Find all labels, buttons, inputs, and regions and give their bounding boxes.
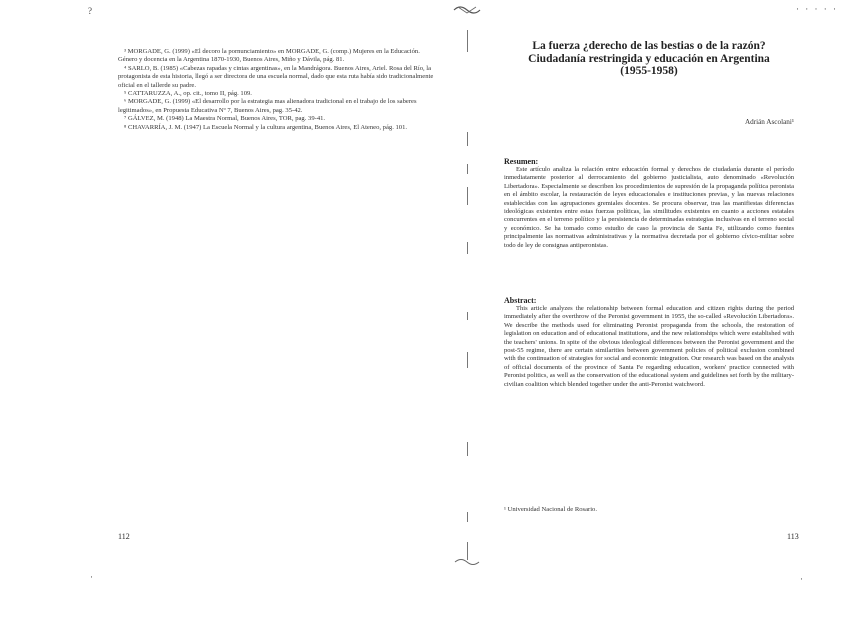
endnote: ³ MORGADE, G. (1999) «El decoro la pornunciamiento» en MORGADE, G. (comp.) Mujeres en la Educación. Género y docencia en la Argentina 1870-1930, Buenos Aires, Miño y Dávila, pág. 81. bbox=[118, 48, 420, 64]
article-title bbox=[504, 40, 794, 78]
abstract-text: This article analyzes the relationship between formal education and citizen rights during the period immediately after the overthrow of the Peronist government in 1955, the so-called «Revolución Libertadora». We describe the methods used for eliminating Peronist propaganda from the schools, the restoration of legislation on education and of educational institutions, and the new relationships which were established with the teachers' unions. In spite of the obvious ideological differences between the Peronist government and the post-55 regime, there are certain similarities between government policies of political exclusion combined with the continuation of strategies for social and economic integration. Our research was based on the analysis of official documents of the province of Santa Fe regarding education, workers' practice connected with Peronist politics, as well as the conservation of the educational system and guidelines set forth by the military-civilian coalition which blended together under the anti-Peronist watchword. bbox=[504, 305, 794, 388]
author-affiliation-footnote: ¹ Universidad Nacional de Rosario. bbox=[504, 506, 597, 513]
resumen-heading: Resumen: bbox=[504, 157, 539, 166]
endnote: ⁴ SARLO, B. (1985) «Cabezas rapadas y cintas argentinas», en la Mandrágora. Buenos Aires, Ariel. Rosa del Río, la protagonista de esta historia, llegó a ser directora de una escuela normal, dado que esta ruta había sido tradicionalmente oficial en el tallerde su padre. bbox=[118, 64, 434, 89]
endnote: ⁸ CHAVARRÍA, J. M. (1947) La Escuela Normal y la cultura argentina, Buenos Aires, El Ateneo, pág. 101. bbox=[124, 123, 408, 131]
corner-mark-top-right: · · · · · bbox=[796, 4, 838, 14]
endnote: ⁵ CATTARUZZA, A., op. cit., tomo II, pág. 109. bbox=[124, 90, 252, 98]
endnote: ⁶ MORGADE, G. (1999) «El desarrollo por la estrategia mas alienadora tradicional en el trabajo de los saberes legitimados», en Propuesta Educativa Nº 7, Buenos Aires, pag. 35-42. bbox=[118, 98, 417, 114]
resumen-text: Este artículo analiza la relación entre educación formal y derechos de ciudadanía durante el período inmediatamente posterior al derrocamiento del gobierno justicialista, auto denominado «Revolución Libertadora». Especialmente se describen los procedimientos de supresión de la propaganda política peronista en el ámbito escolar, la restauración de leyes educacionales e instituciones previas, y las nuevas relaciones establecidas con las agrupaciones gremiales docentes. Se procura observar, tras las manifiestas diferencias ideológicas existentes entre estas fuerzas políticas, las similitudes existentes en cuanto a acciones estatales concurrentes en el terreno político y la persistencia de determinadas estrategias inclusivas en el terreno social y económico. Se ha tomado como estudio de caso la provincia de Santa Fe, utilizando como fuentes principalmente las normativas administrativas y la normativa decretada por el gobierno cívico-militar sobre todo de ley de consignas antiperonistas. bbox=[504, 166, 794, 249]
title-line: Ciudadanía restringida y educación en Argentina bbox=[528, 52, 770, 65]
title-line: La fuerza ¿derecho de las bestias o de la razón? bbox=[532, 40, 766, 52]
corner-mark-top-left: ? bbox=[88, 6, 92, 16]
page-number-right: 113 bbox=[787, 532, 799, 541]
page-number-left: 112 bbox=[118, 532, 130, 541]
left-page-endnotes bbox=[118, 48, 436, 132]
corner-mark-bottom-left: · bbox=[90, 572, 93, 582]
author-name: Adrián Ascolani¹ bbox=[744, 118, 794, 126]
title-line: (1955-1958) bbox=[620, 65, 678, 77]
page-gutter bbox=[462, 12, 474, 612]
endnote: ⁷ GÁLVEZ, M. (1948) La Maestra Normal, Buenos Aires, TOR, pag. 39-41. bbox=[124, 115, 326, 123]
abstract-heading: Abstract: bbox=[504, 296, 537, 305]
corner-mark-bottom-right: · bbox=[800, 574, 803, 584]
